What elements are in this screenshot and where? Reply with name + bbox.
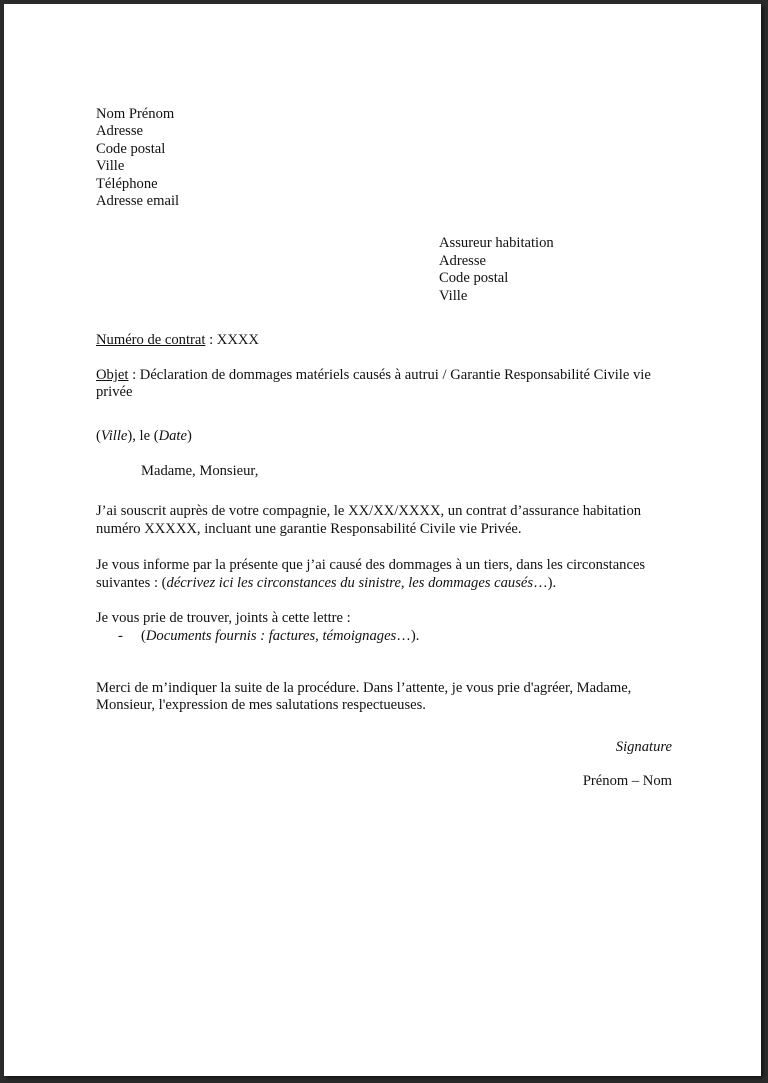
- recipient-address: Adresse: [439, 253, 487, 269]
- salutation: Madame, Monsieur,: [141, 463, 259, 479]
- sender-address: Adresse: [96, 123, 144, 139]
- recipient-postal-code: Code postal: [439, 270, 509, 286]
- date-value: Date: [158, 428, 187, 444]
- paragraph-1-line-1: J’ai souscrit auprès de votre compagnie, le XX/XX/XXXX, un contrat d’assurance habitation: [96, 503, 642, 519]
- closing-line-1: Merci de m’indiquer la suite de la procédure. Dans l’attente, je vous prie d'agréer, Madame,: [96, 680, 632, 696]
- signature-label: Signature: [615, 739, 672, 755]
- place-date-line: [96, 428, 192, 446]
- contract-value: XXXX: [216, 332, 259, 348]
- subject-text-1: : Déclaration de dommages matériels causés à autrui / Garantie Responsabilité Civile vie: [128, 367, 651, 383]
- attachments-bullet: -: [118, 628, 123, 644]
- subject-line-2: privée: [96, 384, 133, 400]
- place-city: Ville: [100, 428, 128, 444]
- contract-separator: :: [205, 332, 217, 348]
- attachments-intro: Je vous prie de trouver, joints à cette lettre :: [96, 610, 351, 626]
- sender-phone: Téléphone: [96, 176, 158, 192]
- place-date-open: (: [96, 428, 101, 444]
- attachments-item-italic: Documents fournis : factures, témoignages: [145, 628, 397, 644]
- place-date-mid: ), le (: [127, 428, 159, 444]
- attachments-item-open: (: [141, 628, 146, 644]
- letter-page: [4, 4, 761, 1076]
- paragraph-1-line-2: numéro XXXXX, incluant une garantie Responsabilité Civile vie Privée.: [96, 521, 522, 537]
- closing-line-2: Monsieur, l'expression de mes salutations respectueuses.: [96, 697, 426, 713]
- paragraph-2-italic: décrivez ici les circonstances du sinistre, les dommages causés: [166, 575, 534, 591]
- recipient-city: Ville: [439, 288, 468, 304]
- sender-email: Adresse email: [96, 193, 180, 209]
- paragraph-2-prefix: suivantes : (: [96, 575, 167, 591]
- attachments-item-close: …).: [396, 628, 420, 644]
- contract-label: Numéro de contrat: [96, 332, 206, 348]
- subject-label: Objet: [96, 367, 129, 383]
- paragraph-2-line-1: Je vous informe par la présente que j’ai causé des dommages à un tiers, dans les circonstances: [96, 557, 646, 573]
- paragraph-2-line-2: [96, 575, 556, 593]
- place-date-close: ): [186, 428, 192, 444]
- paragraph-2-suffix: …).: [533, 575, 557, 591]
- sender-city: Ville: [96, 158, 125, 174]
- signer-name: Prénom – Nom: [582, 773, 672, 789]
- subject-line-1: [96, 367, 651, 385]
- sender-postal-code: Code postal: [96, 141, 166, 157]
- attachments-item: [141, 628, 419, 646]
- recipient-name: Assureur habitation: [439, 235, 554, 251]
- contract-number-line: [96, 332, 259, 350]
- sender-name: Nom Prénom: [96, 106, 175, 122]
